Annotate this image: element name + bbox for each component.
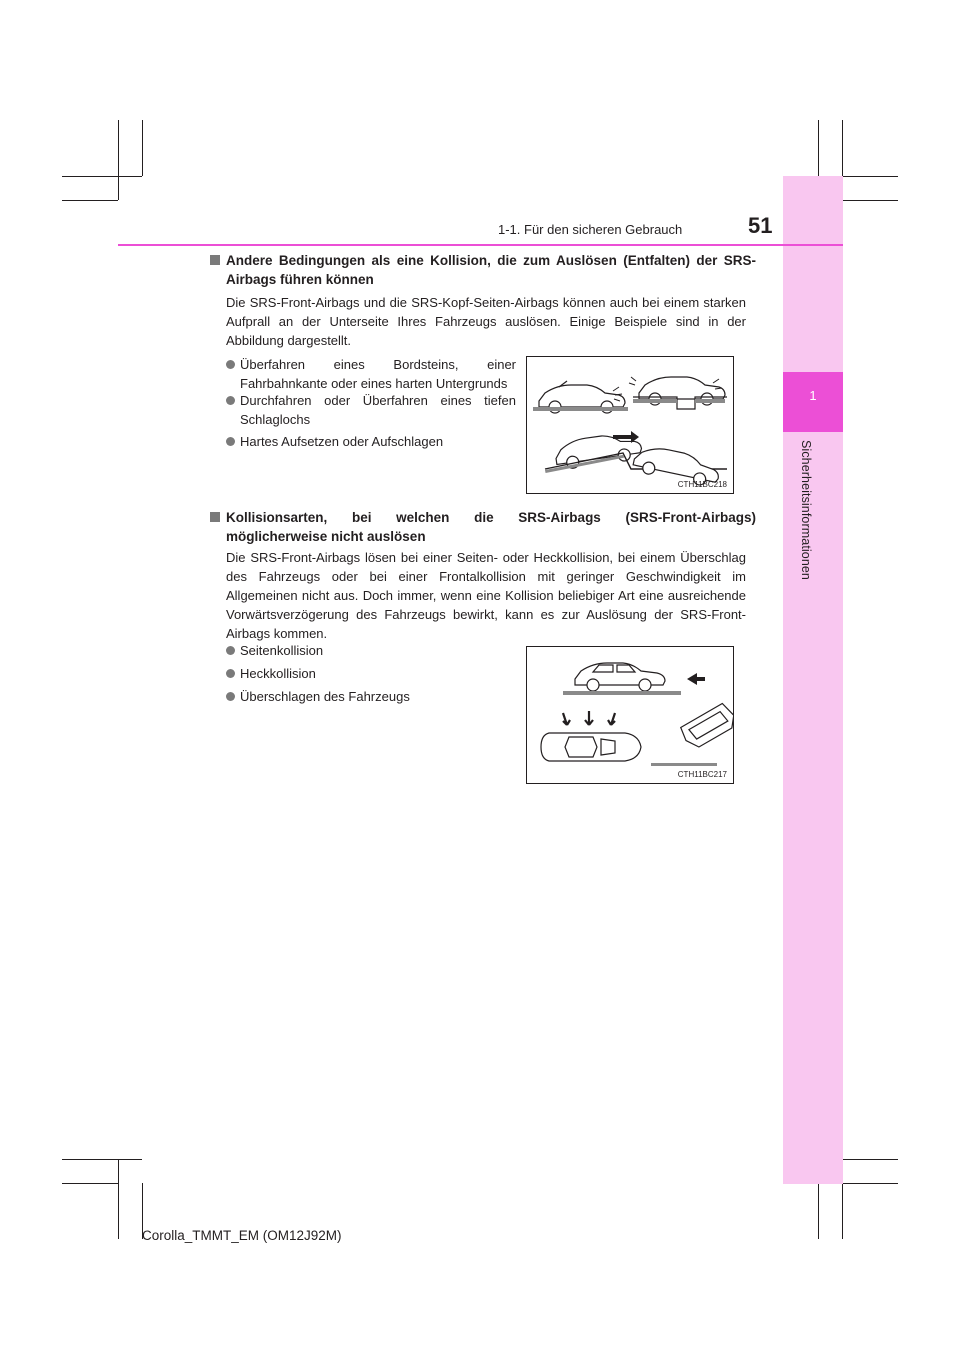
- figure-curb-pothole-impact: [526, 356, 734, 494]
- list-item: Seitenkollision: [226, 641, 486, 660]
- footer-manual-id: Corolla_TMMT_EM (OM12J92M): [142, 1228, 342, 1243]
- bullet-dot-icon: [226, 437, 235, 446]
- list-item: Überfahren eines Bordsteins, einer Fahrbahnkante oder eines harten Untergrunds: [226, 355, 516, 393]
- list-item: Heckkollision: [226, 664, 486, 683]
- list-item: Hartes Aufsetzen oder Aufschlagen: [226, 432, 516, 451]
- list-item: Durchfahren oder Überfahren eines tiefen Schlaglochs: [226, 391, 516, 429]
- heading-text: Kollisionsarten, bei welchen die SRS-Airbags (SRS-Front-Airbags) möglicherweise nicht auslösen: [226, 510, 756, 544]
- page-number: 51: [748, 213, 773, 238]
- bullet-dot-icon: [226, 669, 235, 678]
- section-title: 1-1. Für den sicheren Gebrauch: [498, 222, 683, 237]
- bullet-dot-icon: [226, 360, 235, 369]
- crop-mark: [62, 1183, 118, 1184]
- crop-mark: [142, 120, 143, 176]
- section-heading: [210, 251, 756, 289]
- body-paragraph: Die SRS-Front-Airbags lösen bei einer Seiten- oder Heckkollision, bei einem Überschlag des Fahrzeugs oder bei einer Frontalkollision mit geringer Geschwindigkeit im Allgemeinen nicht aus. Doch immer, wenn eine Kollision beliebiger Art eine ausreichende Vorwärtsverzögerung des Fahrzeugs bewirkt, kann es zur Auslösung der SRS-Front-Airbags kommen.: [226, 550, 746, 641]
- bullet-dot-icon: [226, 692, 235, 701]
- crop-mark: [62, 176, 142, 177]
- crop-mark: [118, 1159, 119, 1239]
- crop-mark: [818, 1183, 819, 1239]
- figure-code: CTH11BC218: [677, 480, 727, 489]
- header-rule: [118, 244, 843, 246]
- collision-types-illustration: [527, 647, 733, 783]
- square-bullet-icon: [210, 255, 220, 265]
- chapter-sidebar: [783, 176, 843, 1184]
- crop-mark: [118, 120, 119, 200]
- bullet-dot-icon: [226, 646, 235, 655]
- crop-mark: [842, 200, 898, 201]
- crop-mark: [62, 1159, 142, 1160]
- chapter-label: Sicherheitsinformationen: [799, 440, 813, 580]
- list-item: Überschlagen des Fahrzeugs: [226, 687, 486, 706]
- section-heading: [210, 508, 756, 546]
- figure-collision-types: [526, 646, 734, 784]
- heading-text: Andere Bedingungen als eine Kollision, die zum Auslösen (Entfalten) der SRS-Airbags führen können: [226, 253, 756, 287]
- bullet-dot-icon: [226, 396, 235, 405]
- crop-mark: [842, 1159, 898, 1160]
- chapter-number: 1: [809, 388, 817, 403]
- crop-mark: [62, 200, 118, 201]
- curb-impact-illustration: [527, 357, 733, 493]
- square-bullet-icon: [210, 512, 220, 522]
- body-paragraph: Die SRS-Front-Airbags und die SRS-Kopf-Seiten-Airbags können auch bei einem starken Aufprall an der Unterseite Ihres Fahrzeugs auslösen. Einige Beispiele sind in der Abbildung dargestellt.: [226, 295, 746, 348]
- figure-code: CTH11BC217: [677, 770, 727, 779]
